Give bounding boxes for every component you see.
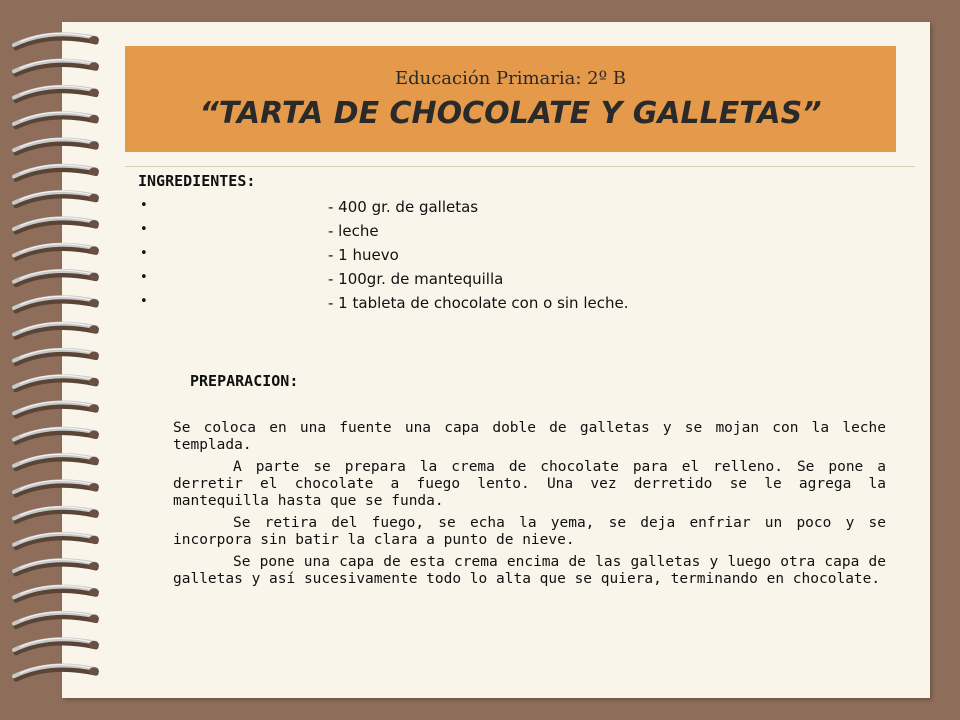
binding-ring bbox=[14, 323, 99, 338]
binding-ring bbox=[14, 375, 99, 390]
bullet-icon: • bbox=[140, 246, 148, 261]
preparation-text bbox=[173, 420, 886, 593]
ingredient-text: - 1 tableta de chocolate con o sin leche. bbox=[328, 294, 629, 312]
binding-ring bbox=[14, 139, 99, 154]
binding-ring bbox=[14, 428, 99, 443]
binding-ring bbox=[14, 296, 99, 311]
binding-ring bbox=[14, 481, 99, 496]
binding-ring bbox=[14, 191, 99, 206]
binding-ring bbox=[14, 60, 99, 75]
binding-ring bbox=[14, 349, 99, 364]
binding-ring bbox=[14, 112, 99, 127]
binding-ring bbox=[14, 218, 99, 233]
binding-ring bbox=[14, 507, 99, 522]
binding-ring bbox=[14, 244, 99, 259]
spiral-binding-icon bbox=[0, 0, 120, 720]
class-subtitle: Educación Primaria: 2º B bbox=[394, 68, 627, 89]
binding-ring bbox=[14, 270, 99, 285]
binding-ring bbox=[14, 559, 99, 574]
preparation-paragraph: Se retira del fuego, se echa la yema, se deja enfriar un poco y se incorpora sin batir la clara a punto de nieve. bbox=[173, 515, 886, 548]
binding-ring bbox=[14, 638, 99, 653]
ingredients-heading: INGREDIENTES: bbox=[138, 172, 256, 190]
ingredient-text: - 1 huevo bbox=[328, 246, 399, 264]
preparation-paragraph: Se coloca en una fuente una capa doble de galletas y se mojan con la leche templada. bbox=[173, 420, 886, 453]
ingredient-text: - 100gr. de mantequilla bbox=[328, 270, 504, 288]
binding-ring bbox=[14, 86, 99, 101]
title-banner bbox=[125, 46, 896, 152]
binding-ring bbox=[14, 33, 99, 48]
binding-ring bbox=[14, 612, 99, 627]
binding-ring bbox=[14, 665, 99, 680]
bullet-icon: • bbox=[140, 270, 148, 285]
bullet-icon: • bbox=[140, 222, 148, 237]
preparation-paragraph: A parte se prepara la crema de chocolate para el relleno. Se pone a derretir el chocolate a fuego lento. Una vez derretido se le agrega la mantequilla hasta que se funda. bbox=[173, 459, 886, 509]
binding-ring bbox=[14, 533, 99, 548]
ingredient-text: - 400 gr. de galletas bbox=[328, 198, 479, 216]
binding-ring bbox=[14, 586, 99, 601]
bullet-icon: • bbox=[140, 294, 148, 309]
bullet-icon: • bbox=[140, 198, 148, 213]
binding-ring bbox=[14, 454, 99, 469]
divider-line bbox=[125, 166, 915, 167]
recipe-title: “TARTA DE CHOCOLATE Y GALLETAS” bbox=[199, 96, 822, 131]
binding-ring bbox=[14, 165, 99, 180]
preparation-heading: PREPARACION: bbox=[190, 372, 299, 390]
preparation-paragraph: Se pone una capa de esta crema encima de las galletas y luego otra capa de galletas y así sucesivamente todo lo alta que se quiera, terminando en chocolate. bbox=[173, 554, 886, 587]
ingredient-text: - leche bbox=[328, 222, 379, 240]
binding-ring bbox=[14, 402, 99, 417]
